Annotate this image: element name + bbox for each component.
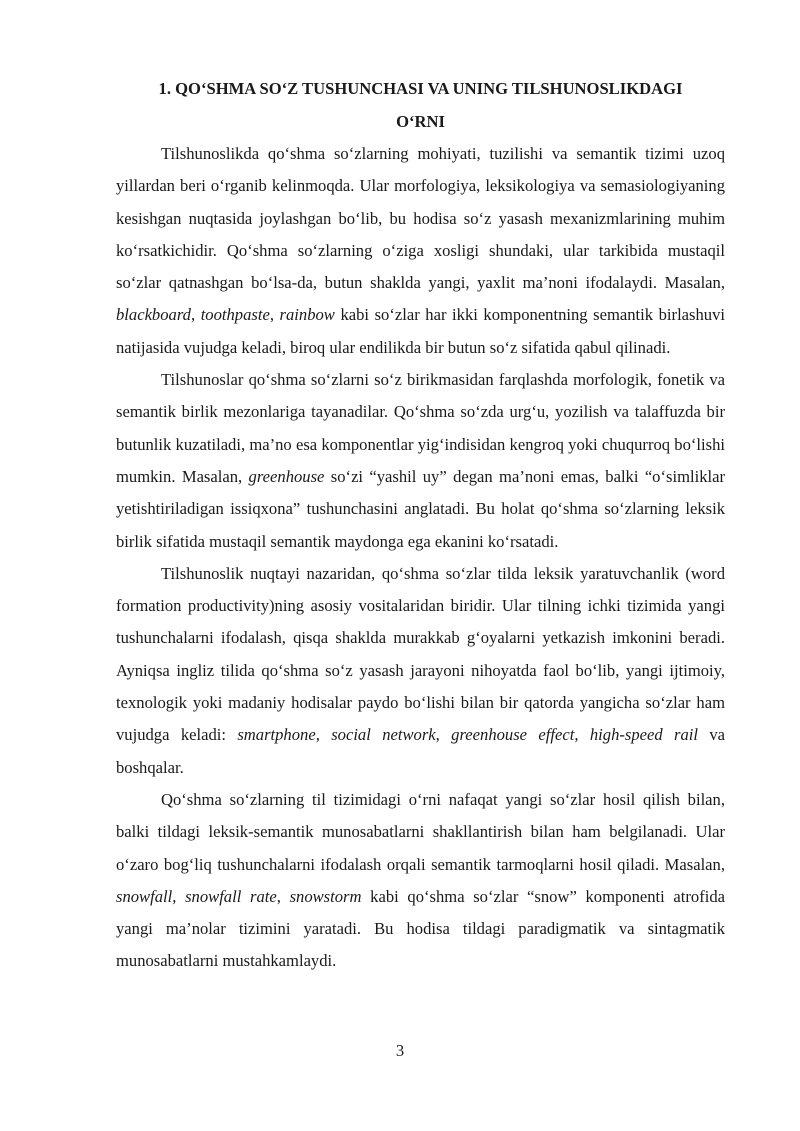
p3-text-1: Tilshunoslik nuqtayi nazaridan, qo‘shma so‘zlar tilda leksik yaratuvchanlik (word formation productivity)ning asosiy vositalaridan biridir. Ular tilning ichki tizimida yangi tushunchalarni ifodalash, qisqa shaklda murakkab g‘oyalarni yetkazish imkonini beradi. Ayniqsa ingliz tilida qo‘shma so‘z yasash jarayoni nihoyatda faol bo‘lib, yangi ijtimoiy, texnologik yoki madaniy hodisalar paydo bo‘lishi bilan bir qatorda yangicha so‘zlar ham vujudga keladi: [116,563,725,745]
p4-term-snowfall: snowfall [116,886,173,906]
p3-term-high-speed-rail: high-speed rail [589,725,698,745]
p3-text-4: , [574,725,590,745]
p1-term-rainbow: rainbow [279,305,335,325]
paragraph-2 [116,364,725,558]
p3-text-5: va boshqalar. [116,725,726,777]
p2-text-2: so‘zi “yashil uy” degan ma’noni emas, balki “o‘simliklar yetishtiriladigan issiqxona” tushunchasini anglatadi. Bu holat qo‘shma so‘zlarning leksik birlik sifatida mustaqil semantik maydonga ega ekanini ko‘rsatadi. [116,466,726,551]
p1-text-3: , [269,305,280,325]
section-title-line2: O‘RNI [396,112,445,131]
p1-text-4: kabi so‘zlar har ikki komponentning semantik birlashuvi natijasida vujudga keladi, biroq ular endilikda bir butun so‘z sifatida qabul qilinadi. [116,305,726,357]
p1-text-2: , [190,305,201,325]
p4-text-1: Qo‘shma so‘zlarning til tizimidagi o‘rni nafaqat yangi so‘zlar hosil qilish bilan, balki tildagi leksik-semantik munosabatlarni shakllantirish bilan ham belgilanadi. Ular o‘zaro bog‘liq tushunchalarni ifodalash orqali semantik tarmoqlarni hosil qiladi. Masalan, [116,789,725,874]
p3-term-social-network: social network [331,725,436,745]
p3-term-smartphone: smartphone [237,725,316,745]
p4-term-snowstorm: snowstorm [289,886,362,906]
page-number: 3 [395,1041,405,1060]
p4-text-4: kabi qo‘shma so‘zlar “snow” komponenti atrofida yangi ma’nolar tizimini yaratadi. Bu hodisa tildagi paradigmatik va sintagmatik munosabatlarni mustahkamlaydi. [116,886,726,971]
p4-text-2: , [172,886,186,906]
document-page [116,72,725,978]
p1-text-1: Tilshunoslikda qo‘shma so‘zlarning mohiyati, tuzilishi va semantik tizimi uzoq yillardan beri o‘rganib kelinmoqda. Ular morfologiya, leksikologiya va semasiologiyaning kesishgan nuqtasida joylashgan bo‘lib, bu hodisa so‘z yasash mexanizmlarining muhim ko‘rsatkichidir. Qo‘shma so‘zlarning o‘ziga xosligi shundaki, ular tarkibida mustaqil so‘zlar qatnashgan bo‘lsa-da, butun shaklda yangi, yaxlit ma’noni ifodalaydi. Masalan, [116,144,725,293]
p2-term-greenhouse: greenhouse [248,466,325,486]
p3-text-2: , [315,725,332,745]
section-title-line1: 1. QO‘SHMA SO‘Z TUSHUNCHASI VA UNING TILSHUNOSLIKDAGI [158,79,683,98]
p3-term-greenhouse-effect: greenhouse effect [451,725,575,745]
paragraph-3 [116,558,725,784]
p3-text-3: , [435,725,452,745]
paragraph-1 [116,138,725,364]
p1-term-toothpaste: toothpaste [200,305,270,325]
p1-term-blackboard: blackboard [116,305,191,325]
section-title [116,72,725,138]
p4-text-3: , [276,886,290,906]
p2-text-1: Tilshunoslar qo‘shma so‘zlarni so‘z birikmasidan farqlashda morfologik, fonetik va semantik birlik mezonlariga tayanadilar. Qo‘shma so‘zda urg‘u, yozilish va talaffuzda bir butunlik kuzatiladi, ma’no esa komponentlar yig‘indisidan kengroq yoki chuqurroq bo‘lishi mumkin. Masalan, [116,370,725,486]
paragraph-4 [116,784,725,978]
p4-term-snowfall-rate: snowfall rate [185,886,277,906]
